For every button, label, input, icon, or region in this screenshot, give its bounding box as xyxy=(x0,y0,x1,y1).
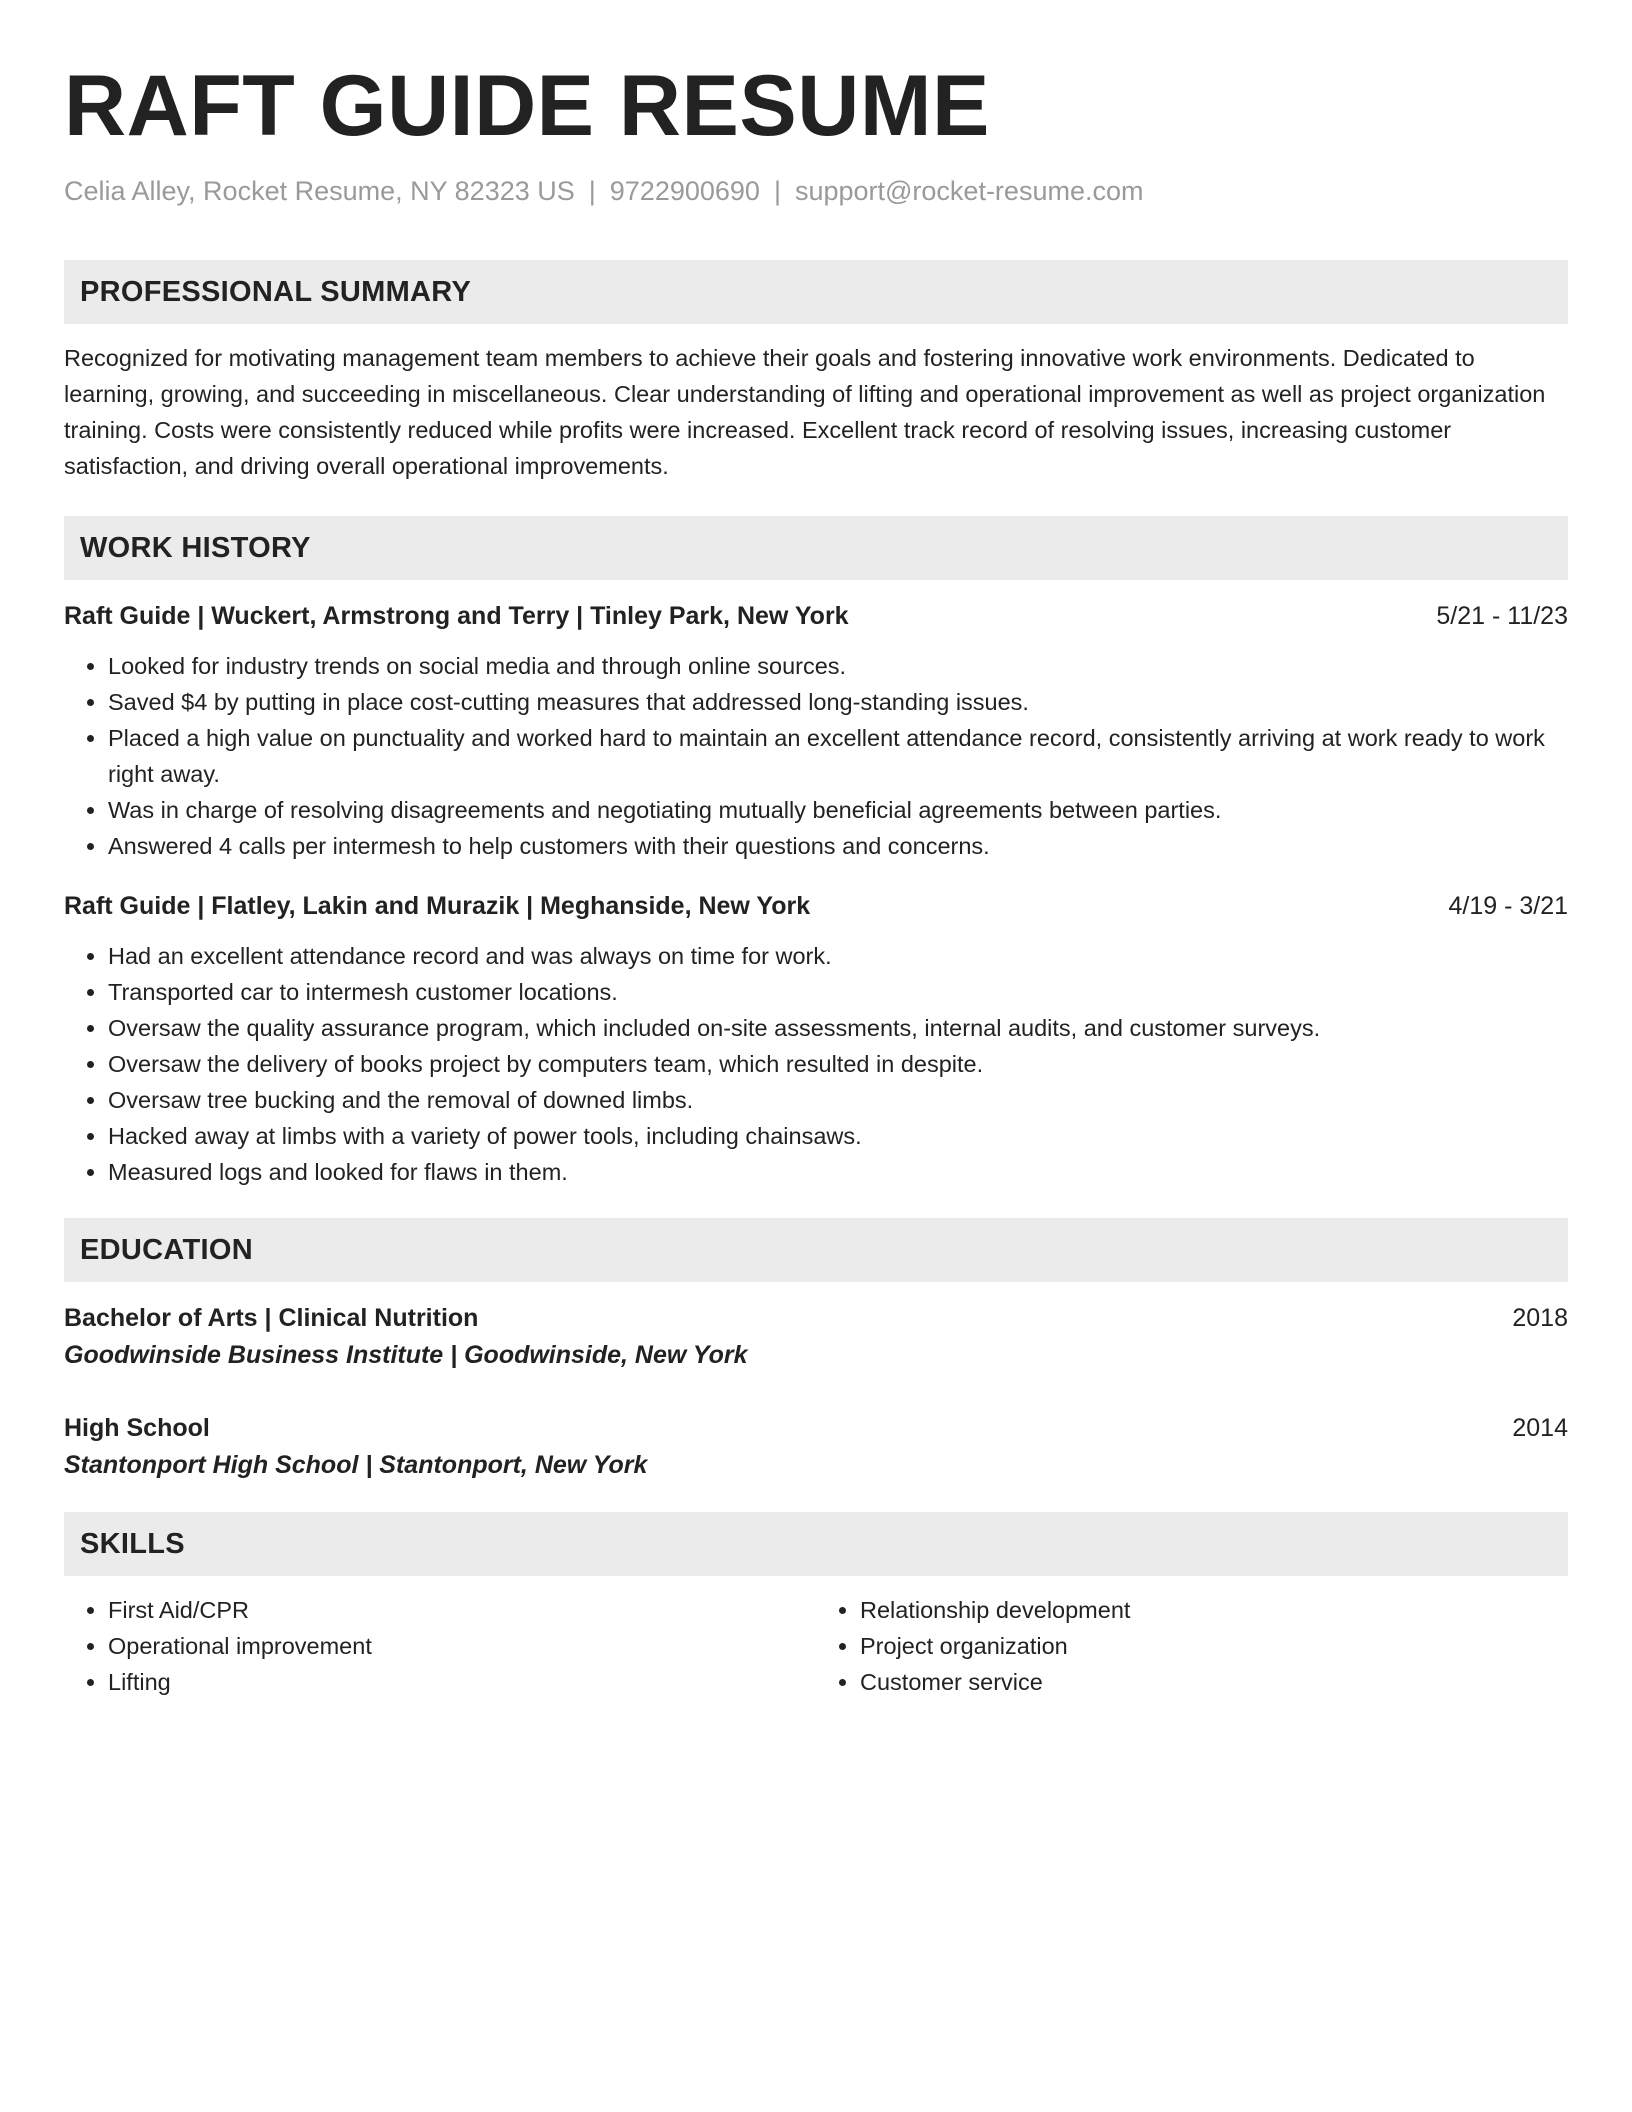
summary-heading: PROFESSIONAL SUMMARY xyxy=(80,275,472,308)
summary-text: Recognized for motivating management team members to achieve their goals and fostering innovative work environments. Dedicated to learning, growing, and succeeding in miscellaneous. Clear understanding of lifting and operational improvement as well as project organization training. Costs were consistently reduced while profits were increased. Excellent track record of resolving issues, increasing customer satisfaction, and driving overall operational improvements. xyxy=(64,345,1546,479)
contact-line xyxy=(64,174,1568,208)
skills-column-right xyxy=(816,1592,1568,1700)
job-dates: 5/21 - 11/23 xyxy=(1436,602,1568,630)
skills-section-header xyxy=(64,1512,1568,1576)
job-bullet: • Was in charge of resolving disagreements and negotiating mutually beneficial agreements between parties. xyxy=(108,792,1568,828)
job-bullet: • Had an excellent attendance record and was always on time for work. xyxy=(108,938,1568,974)
job-title: Raft Guide | Flatley, Lakin and Murazik | Meghanside, New York xyxy=(64,892,811,920)
education-degree: High School xyxy=(64,1414,210,1442)
resume-title: RAFT GUIDE RESUME xyxy=(64,58,990,154)
education-entry xyxy=(64,1410,1568,1484)
job-bullet: • Oversaw the quality assurance program, which included on-site assessments, internal audits, and customer surveys. xyxy=(108,1010,1568,1046)
work-history-section-header xyxy=(64,516,1568,580)
education-school: Stantonport High School | Stantonport, New York xyxy=(64,1451,648,1479)
education-year: 2014 xyxy=(1512,1414,1568,1442)
contact-email[interactable]: support@rocket-resume.com xyxy=(794,176,1144,206)
job-bullet: • Answered 4 calls per intermesh to help customers with their questions and concerns. xyxy=(108,828,1568,864)
education-school: Goodwinside Business Institute | Goodwinside, New York xyxy=(64,1341,748,1369)
skill-item: • Relationship development xyxy=(860,1592,1568,1628)
job-entry xyxy=(64,888,1568,1190)
contact-separator: | xyxy=(773,176,781,206)
job-bullet: • Hacked away at limbs with a variety of power tools, including chainsaws. xyxy=(108,1118,1568,1154)
skill-item: • Operational improvement xyxy=(108,1628,816,1664)
skills-column-left xyxy=(64,1592,816,1700)
summary-section-header xyxy=(64,260,1568,324)
job-bullet: • Measured logs and looked for flaws in them. xyxy=(108,1154,1568,1190)
education-heading: EDUCATION xyxy=(80,1233,253,1266)
job-bullets xyxy=(64,648,1568,864)
job-bullet: • Oversaw tree bucking and the removal of downed limbs. xyxy=(108,1082,1568,1118)
skills-list xyxy=(64,1592,1568,1700)
education-year: 2018 xyxy=(1512,1304,1568,1332)
job-title: Raft Guide | Wuckert, Armstrong and Terry | Tinley Park, New York xyxy=(64,602,849,630)
skill-item: • Customer service xyxy=(860,1664,1568,1700)
job-bullet: • Transported car to intermesh customer locations. xyxy=(108,974,1568,1010)
education-header xyxy=(64,1300,1568,1336)
job-bullet: • Oversaw the delivery of books project by computers team, which resulted in despite. xyxy=(108,1046,1568,1082)
job-entry xyxy=(64,598,1568,864)
contact-phone: 9722900690 xyxy=(609,176,760,206)
education-degree: Bachelor of Arts | Clinical Nutrition xyxy=(64,1304,479,1332)
job-bullet: • Looked for industry trends on social media and through online sources. xyxy=(108,648,1568,684)
education-section-header xyxy=(64,1218,1568,1282)
skill-item: • Project organization xyxy=(860,1628,1568,1664)
job-bullet: • Saved $4 by putting in place cost-cutting measures that addressed long-standing issues. xyxy=(108,684,1568,720)
job-header xyxy=(64,598,1568,634)
education-header xyxy=(64,1410,1568,1446)
job-bullets xyxy=(64,938,1568,1190)
contact-separator: | xyxy=(588,176,596,206)
contact-address: Celia Alley, Rocket Resume, NY 82323 US xyxy=(64,176,575,206)
skill-item: • Lifting xyxy=(108,1664,816,1700)
job-dates: 4/19 - 3/21 xyxy=(1448,892,1568,920)
skill-item: • First Aid/CPR xyxy=(108,1592,816,1628)
education-entry xyxy=(64,1300,1568,1374)
skills-heading: SKILLS xyxy=(80,1527,185,1560)
job-bullet: • Placed a high value on punctuality and worked hard to maintain an excellent attendance record, consistently arriving at work ready to work right away. xyxy=(108,720,1568,792)
job-header xyxy=(64,888,1568,924)
work-history-heading: WORK HISTORY xyxy=(80,531,311,564)
